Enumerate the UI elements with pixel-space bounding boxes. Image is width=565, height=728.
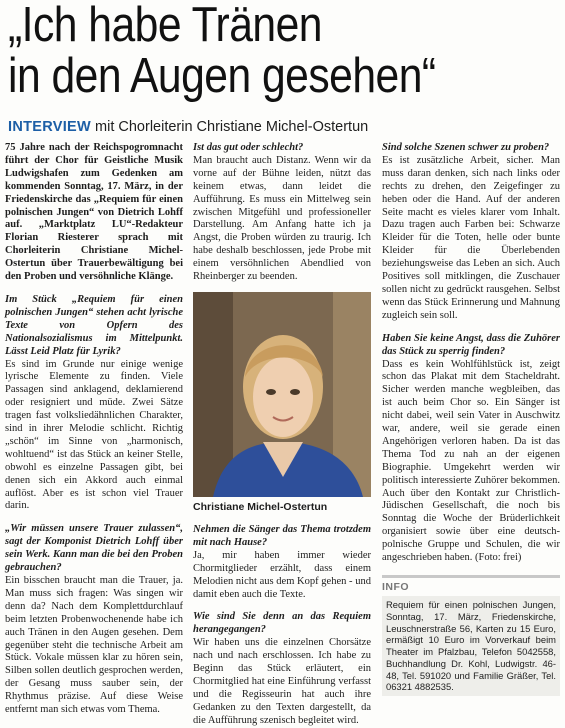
interview-question: Haben Sie keine Angst, dass die Zuhörer das Stück zu sperrig finden? bbox=[382, 332, 560, 357]
interview-question: Nehmen die Sänger das Thema trotzdem mit nach Hause? bbox=[193, 523, 371, 548]
article-column-3 bbox=[382, 142, 560, 696]
interview-answer: Es ist zusätzliche Arbeit, sicher. Man muss daran denken, sich nach links oder rechts zu drehen, den Zeigefinger zu heben oder die Hand. Auf der anderen Seite macht es vieles klarer vom Inhalt. Dazu tragen auch Farben bei: Schwarze Kleider für die Toten, helle oder bunte Kleider für die Überlebenden beziehungsweise das Leben an sich. Auch Positives soll mitklingen, die Zuschauer sollen nicht zu gedrückt rausgehen. Selbst wenn das Stück Erinnerung und Mahnung zugleich sein soll. bbox=[382, 154, 560, 321]
interview-answer: Es sind im Grunde nur einige wenige lyrische Elemente zu finden. Viele Passagen sind anklagend, deklamierend oder resigniert und müde. Zwei Sätze tragen fast volksliedähnlichen Charakter, sind in ihrer Melodie schlicht. Richtig „schön“ im Sinne von „harmonisch, wohltuend“ ist das Stück an keiner Stelle, obwohl es einzelne Passagen gibt, bei denen sich ein Akkord auch einmal auflöst. Aber es ist schon viel Trauer darin. bbox=[5, 358, 183, 512]
interview-answer: Wir haben uns die einzelnen Chorsätze nach und nach erschlossen. Ich habe zu Beginn das Stück erläutert, ein Chormitglied hat eine Einführung verfasst und die Regisseurin hat auch ihre Gedanken zu den Texten dargestellt, da die Aufführung szenisch begleitet wird. bbox=[193, 637, 371, 726]
interview-answer: Ja, mir haben immer wieder Chormitglieder erzählt, dass einem Melodien nicht aus dem Kopf gehen - und damit eben auch die Texte. bbox=[193, 549, 371, 600]
photo-caption: Christiane Michel-Ostertun bbox=[193, 500, 328, 513]
interview-question: Sind solche Szenen schwer zu proben? bbox=[382, 142, 550, 153]
article-column-1 bbox=[5, 142, 183, 717]
interview-answer: Dass es kein Wohlfühlstück ist, zeigt schon das Plakat mit dem Stacheldraht. Sicher werden manche wegbleiben, das ist auch beim Chor so. Ein Sänger ist nicht dabei, weil sein Vater in Auschwitz war, andere, weil sie gerade einen Angehörigen verloren haben. Da ist das Thema Tod zu nah an der eigenen Biographie. Umgekehrt werden wir politisch interessierte Zuhörer bekommen. Auch über den Kontakt zur Christlich-Jüdischen Gesellschaft, die noch bis Sonntag die Woche der Brüderlichkeit organisiert sowie über eine deutsch-polnische Gruppe und Schulen, die wir angeschrieben haben. (Foto: frei) bbox=[382, 358, 560, 564]
interview-question: Im Stück „Requiem für einen polnischen Jungen“ stehen acht lyrische Texte von Opfern des Nationalsozialismus im Mittelpunkt. Lässt Leid Platz für Lyrik? bbox=[5, 293, 183, 357]
portrait-photo bbox=[193, 292, 371, 497]
interview-answer: Ein bisschen braucht man die Trauer, ja. Man muss sich fragen: Was singen wir denn da? Nach dem Komplettdurchlauf beim letzten Probenwochenende habe ich auch Tränen in den Augen gesehen. Dem gegenüber steht die technische Arbeit am Stück. Vokale müssen klar zu hören sein, Silben sollen deutlich gesprochen werden, der Gesang muss sauber sein, der Rhythmus präzise. Auf diese Weise entfernt man sich etwas vom Thema. bbox=[5, 575, 183, 716]
interview-question: Ist das gut oder schlecht? bbox=[193, 142, 304, 153]
article-headline bbox=[8, 0, 491, 102]
article-column-2 bbox=[193, 142, 371, 728]
headline-line-1: „Ich habe Tränen bbox=[8, 0, 322, 52]
subheadline-text: mit Chorleiterin Christiane Michel-Ostertun bbox=[95, 119, 369, 135]
interview-question: „Wir müssen unsere Trauer zulassen“, sagt der Komponist Dietrich Lohff über sein Werk. Kann man die bei den Proben gebrauchen? bbox=[5, 523, 183, 574]
intro-paragraph: 75 Jahre nach der Reichspogromnacht führt der Chor für Geistliche Musik Ludwigshafen zum Gedenken am kommenden Sonntag, 17. März, in der Friedenskirche das „Requiem für einen polnischen Jungen“ von Dietrich Lohff auf. „Marktplatz LU“-Redakteur Florian Riesterer sprach mit Chorleiterin Christiane Michel-Ostertun über Trauerbewältigung bei den Proben und versöhnliche Klänge. bbox=[5, 142, 183, 283]
portrait-illustration bbox=[193, 292, 371, 497]
info-box bbox=[382, 575, 560, 696]
article-subheadline bbox=[8, 118, 560, 136]
headline-line-2: in den Augen gesehen“ bbox=[8, 49, 436, 103]
interview-kicker: INTERVIEW bbox=[8, 119, 91, 135]
info-box-text: Requiem für einen polnischen Jungen, Sonntag, 17. März, Friedenskirche, Leuschnerstraße 56, Karten zu 15 Euro, ermäßigt 10 Euro im Vorverkauf beim Theater im Pfalzbau, Telefon 5042558, Buchhandlung Dr. Kohl, Ludwigstr. 46-48, Tel. 591020 und Familie Gräßer, Tel. 06321 4882535. bbox=[382, 596, 560, 696]
interview-answer: Man braucht auch Distanz. Wenn wir da vorne auf der Bühne leiden, nützt das keinem etwas, dann leidet die Aufführung. Es muss ein Mittelweg sein zwischen Mitgefühl und professioneller Darstellung. Am Anfang hatte ich ja Angst, die Proben würden zu traurig. Ich habe deshalb beschlossen, jede Probe mit einem versöhnlichen Abendlied von Rheinberger zu beenden. bbox=[193, 154, 371, 283]
info-box-title: INFO bbox=[382, 581, 410, 593]
interview-question: Wie sind Sie denn an das Requiem herangegangen? bbox=[193, 611, 371, 636]
